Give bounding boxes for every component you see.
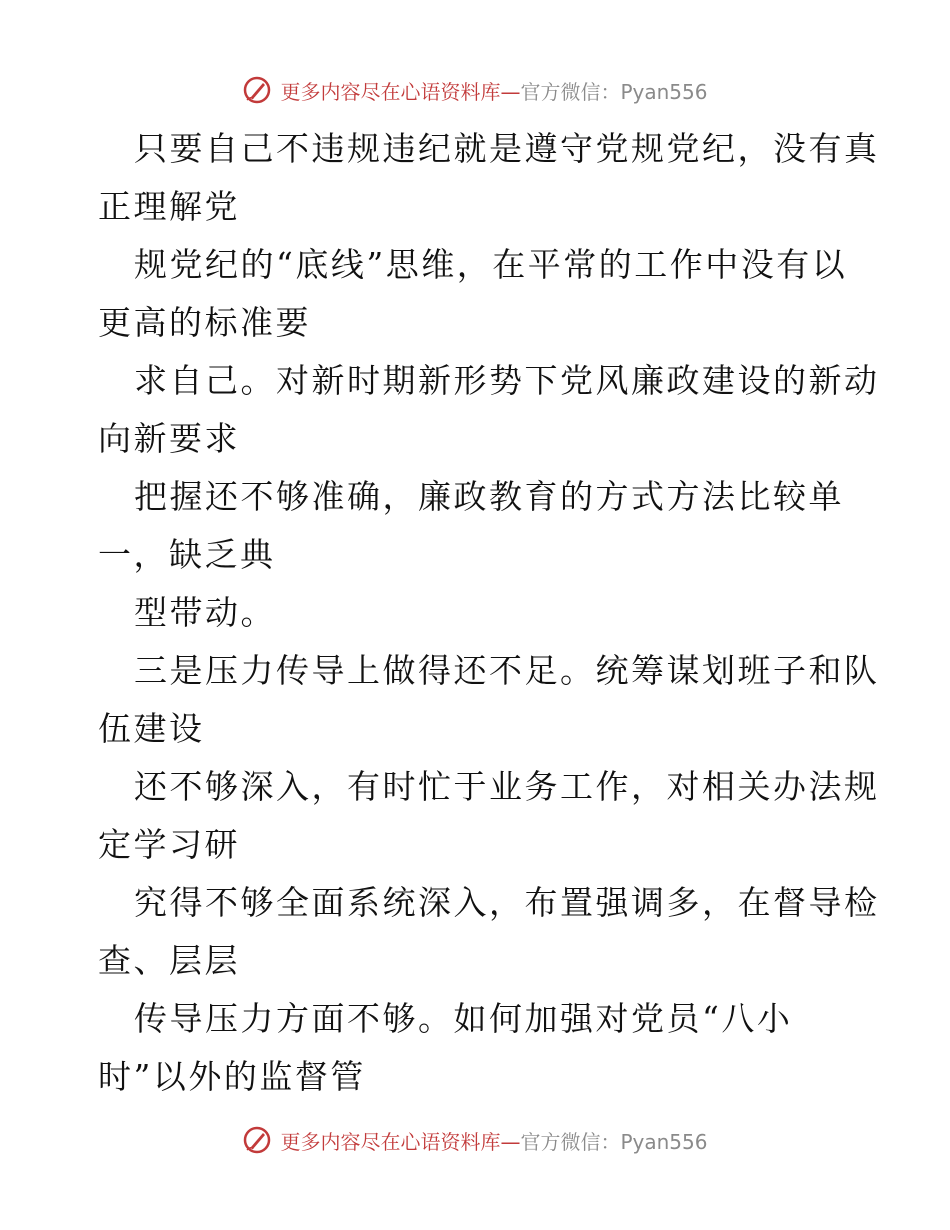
- pen-logo-icon: [242, 1125, 272, 1155]
- paragraph-line: 查、层层: [98, 941, 240, 980]
- footer-watermark-text: [280, 1126, 707, 1155]
- paragraph-line: 只要自己不违规违纪就是遵守党规党纪，没有真: [134, 129, 880, 168]
- header-watermark-dash: —: [500, 79, 521, 104]
- paragraph-line: 更高的标准要: [98, 303, 311, 342]
- paragraph-line: 一，缺乏典: [98, 535, 276, 574]
- paragraph-line: 型带动。: [134, 593, 276, 632]
- paragraph-line: 定学习研: [98, 825, 240, 864]
- header-watermark-wechat: 官方微信：Pyan556: [520, 79, 708, 104]
- paragraph-line: 还不够深入，有时忙于业务工作，对相关办法规: [134, 767, 880, 806]
- header-watermark-banner: [0, 70, 950, 110]
- footer-watermark-dash: —: [500, 1129, 521, 1154]
- paragraph-line: 向新要求: [98, 419, 240, 458]
- paragraph-line: 时”以外的监督管: [98, 1057, 366, 1096]
- paragraph-line: 究得不够全面系统深入，布置强调多，在督导检: [134, 883, 880, 922]
- paragraph-line: 传导压力方面不够。如何加强对党员“八小: [134, 999, 793, 1038]
- header-watermark-text: [280, 76, 707, 105]
- paragraph-line: 把握还不够准确，廉政教育的方式方法比较单: [134, 477, 844, 516]
- paragraph-line: 三是压力传导上做得还不足。统筹谋划班子和队: [134, 651, 880, 690]
- paragraph-line: 伍建设: [98, 709, 205, 748]
- paragraph-line: 正理解党: [98, 187, 240, 226]
- footer-watermark-banner: [0, 1120, 950, 1160]
- document-body: [98, 120, 880, 1106]
- header-watermark-main: 更多内容尽在心语资料库: [280, 79, 501, 104]
- paragraph-line: 求自己。对新时期新形势下党风廉政建设的新动: [134, 361, 880, 400]
- footer-watermark-main: 更多内容尽在心语资料库: [280, 1129, 501, 1154]
- footer-watermark-wechat: 官方微信：Pyan556: [520, 1129, 708, 1154]
- paragraph-line: 规党纪的“底线”思维，在平常的工作中没有以: [134, 245, 848, 284]
- pen-logo-icon: [242, 75, 272, 105]
